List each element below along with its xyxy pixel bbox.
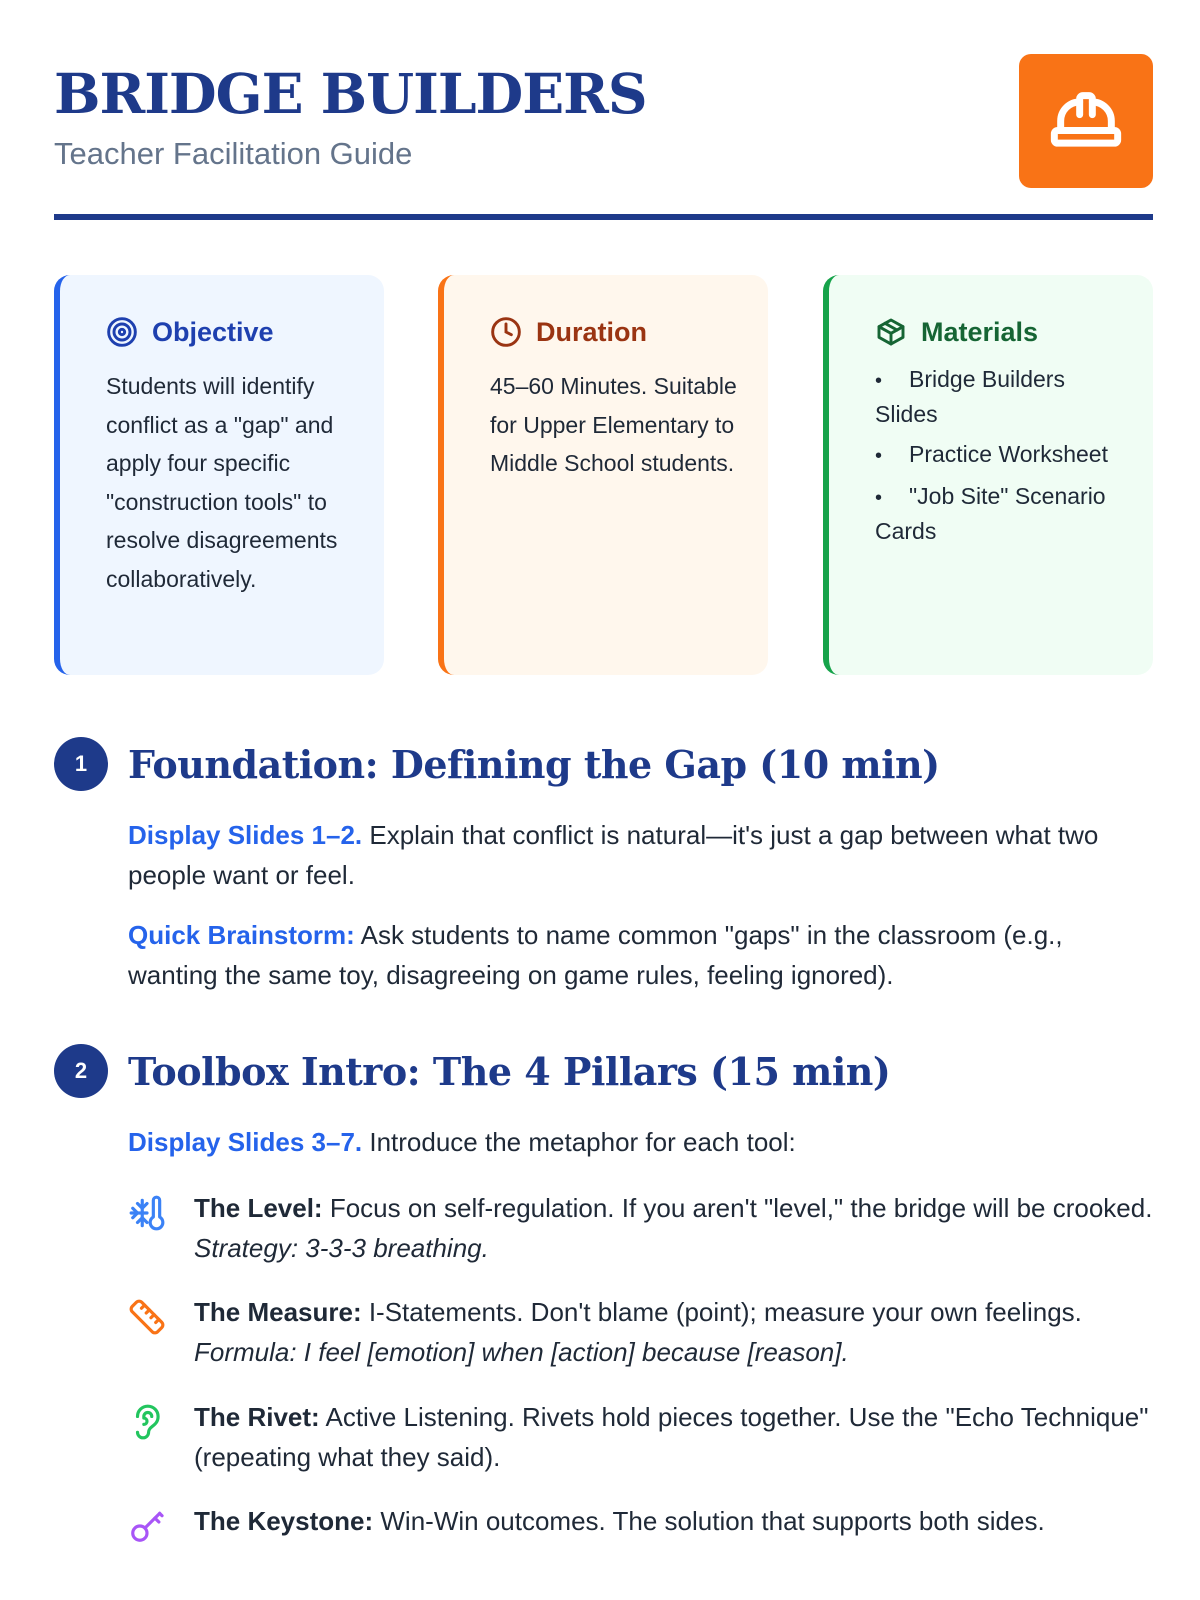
duration-card (438, 275, 768, 675)
page-title: BRIDGE BUILDERS (54, 61, 647, 126)
tool-item-measure: The Measure: I-Statements. Don't blame (point); measure your own feelings. Formula: I feel [emotion] when [action] because [reason]. (128, 1292, 1158, 1372)
tool-item-rivet: The Rivet: Active Listening. Rivets hold pieces together. Use the "Echo Technique" (repeating what they said). (128, 1397, 1158, 1477)
header (54, 54, 1153, 219)
clock-icon (490, 316, 522, 348)
objective-title: Objective (152, 316, 274, 347)
info-cards (54, 275, 1153, 675)
box-icon (875, 316, 907, 348)
thermometer-snowflake-icon (128, 1194, 166, 1232)
tool-item-keystone: The Keystone: Win-Win outcomes. The solution that supports both sides. (128, 1501, 1158, 1550)
list-item: • Bridge Builders Slides (875, 366, 1065, 427)
section-number-badge: 1 (54, 737, 108, 791)
objective-text: Students will identify conflict as a "gap" and apply four specific "construction tools" to resolve disagreements collaboratively. (106, 373, 338, 592)
section-2-intro: Display Slides 3–7. Introduce the metaphor for each tool: (128, 1127, 796, 1157)
tool-item-level: The Level: Focus on self-regulation. If you aren't "level," the bridge will be crooked. Strategy: 3-3-3 breathing. (128, 1188, 1158, 1268)
logo (1019, 54, 1153, 188)
duration-text: 45–60 Minutes. Suitable for Upper Elementary to Middle School students. (490, 373, 737, 476)
section-1-heading (54, 737, 940, 791)
section-2-heading (54, 1044, 890, 1098)
ruler-icon (128, 1298, 166, 1336)
page-subtitle: Teacher Facilitation Guide (54, 136, 413, 171)
header-divider (54, 214, 1153, 220)
materials-title: Materials (921, 316, 1039, 347)
materials-list (875, 363, 1123, 548)
ear-icon (128, 1403, 166, 1441)
section-title: Toolbox Intro: The 4 Pillars (15 min) (128, 1048, 891, 1094)
hard-hat-icon (1048, 83, 1124, 159)
materials-card (823, 275, 1153, 675)
target-icon (106, 316, 138, 348)
section-1-paragraph-1: Display Slides 1–2. Explain that conflict is natural—it's just a gap between what two people want or feel. (128, 820, 1099, 890)
section-1-paragraph-2: Quick Brainstorm: Ask students to name common "gaps" in the classroom (e.g., wanting the same toy, disagreeing on game rules, feeling ignored). (128, 920, 1063, 990)
key-icon (128, 1507, 166, 1545)
list-item: • Practice Worksheet (875, 441, 1108, 467)
section-title: Foundation: Defining the Gap (10 min) (128, 741, 940, 787)
list-item: • "Job Site" Scenario Cards (875, 483, 1106, 544)
objective-card (54, 275, 384, 675)
duration-title: Duration (536, 316, 647, 347)
section-number-badge: 2 (54, 1044, 108, 1098)
